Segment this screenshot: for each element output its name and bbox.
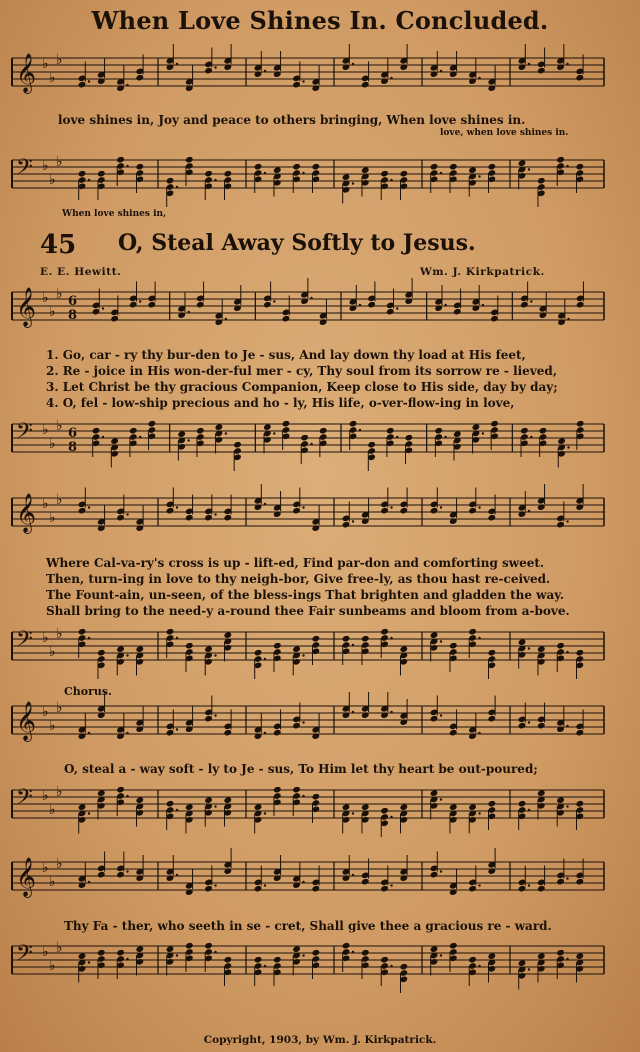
page-title: When Love Shines In. Concluded. <box>91 6 549 35</box>
verse-2-line-2: Then, turn-ing in love to thy neigh-bor, Give free-ly, as thou hast re-ceived. <box>46 572 551 586</box>
flat-icon: ♭ <box>56 626 63 642</box>
bass-clef-icon: 𝄢 <box>16 419 33 449</box>
flat-icon: ♭ <box>56 492 63 508</box>
hymn-bass-staff-2 <box>0 622 640 682</box>
chorus-line-2: Thy Fa - ther, who seeth in se - cret, Shall give thee a gracious re - ward. <box>64 919 552 933</box>
verse-4-line-2: Shall bring to the need-y a-round thee Fair sunbeams and bloom from a-bove. <box>46 604 570 618</box>
time-signature-top: 6 <box>68 294 78 309</box>
bass-clef-icon: 𝄢 <box>16 627 33 657</box>
chorus-bass-staff-2 <box>0 936 640 996</box>
prev-bass-staff <box>0 150 640 210</box>
chorus-line-1: O, steal a - way soft - ly to Je - sus, To Him let thy heart be out-poured; <box>64 762 538 776</box>
prev-hymn-lyric: love shines in, Joy and peace to others bringing, When love shines in. <box>58 113 526 127</box>
flat-icon: ♭ <box>42 630 49 646</box>
prev-treble-staff <box>0 48 640 108</box>
prev-hymn-bass-lyric: When love shines in, <box>62 209 167 219</box>
chorus-label: Chorus. <box>64 685 112 698</box>
flat-icon: ♭ <box>42 860 49 876</box>
bass-clef-icon: 𝄢 <box>16 785 33 815</box>
flat-icon: ♭ <box>49 802 56 818</box>
bass-clef-icon: 𝄢 <box>16 155 33 185</box>
flat-icon: ♭ <box>42 422 49 438</box>
hymn-treble-staff-1 <box>0 282 640 342</box>
hymn-author: E. E. Hewitt. <box>40 266 122 278</box>
time-signature-top: 6 <box>68 426 78 441</box>
flat-icon: ♭ <box>42 788 49 804</box>
verse-2-line-1: 2. Re - joice in His won-der-ful mer - cy, Thy soul from its sorrow re - lieved, <box>46 364 557 378</box>
flat-icon: ♭ <box>56 940 63 956</box>
flat-icon: ♭ <box>42 290 49 306</box>
flat-icon: ♭ <box>42 158 49 174</box>
chorus-treble-staff-2 <box>0 852 640 912</box>
treble-clef-icon: 𝄞 <box>16 493 37 533</box>
flat-icon: ♭ <box>56 856 63 872</box>
flat-icon: ♭ <box>56 154 63 170</box>
flat-icon: ♭ <box>42 704 49 720</box>
verse-3-line-2: The Fount-ain, un-seen, of the bless-ings That brighten and gladden the way. <box>46 588 565 602</box>
bass-clef-icon: 𝄢 <box>16 941 33 971</box>
time-signature-bottom: 8 <box>68 440 78 455</box>
flat-icon: ♭ <box>42 944 49 960</box>
flat-icon: ♭ <box>49 70 56 86</box>
verse-1-line-2: Where Cal-va-ry's cross is up - lift-ed, Find par-don and comforting sweet. <box>46 556 545 570</box>
copyright: Copyright, 1903, by Wm. J. Kirkpatrick. <box>203 1034 437 1046</box>
flat-icon: ♭ <box>49 644 56 660</box>
hymn-composer: Wm. J. Kirkpatrick. <box>420 266 545 278</box>
flat-icon: ♭ <box>56 784 63 800</box>
flat-icon: ♭ <box>56 700 63 716</box>
hymn-number: 45 <box>40 230 77 260</box>
flat-icon: ♭ <box>56 286 63 302</box>
treble-clef-icon: 𝄞 <box>16 857 37 897</box>
verse-1-line-1: 1. Go, car - ry thy bur-den to Je - sus, And lay down thy load at His feet, <box>46 348 526 362</box>
hymn-bass-staff-1 <box>0 414 640 474</box>
flat-icon: ♭ <box>49 718 56 734</box>
treble-clef-icon: 𝄞 <box>16 701 37 741</box>
flat-icon: ♭ <box>49 510 56 526</box>
flat-icon: ♭ <box>42 56 49 72</box>
flat-icon: ♭ <box>49 172 56 188</box>
treble-clef-icon: 𝄞 <box>16 53 37 93</box>
flat-icon: ♭ <box>56 52 63 68</box>
hymn-treble-staff-2 <box>0 488 640 548</box>
chorus-bass-staff-1 <box>0 780 640 840</box>
chorus-treble-staff-1 <box>0 696 640 756</box>
flat-icon: ♭ <box>56 418 63 434</box>
verse-4-line-1: 4. O, fel - low-ship precious and ho - ly, His life, o-ver-flow-ing in love, <box>46 396 515 410</box>
flat-icon: ♭ <box>49 958 56 974</box>
flat-icon: ♭ <box>42 496 49 512</box>
treble-clef-icon: 𝄞 <box>16 287 37 327</box>
flat-icon: ♭ <box>49 436 56 452</box>
prev-hymn-alt-lyric: love, when love shines in. <box>440 128 569 138</box>
verse-3-line-1: 3. Let Christ be thy gracious Companion, Keep close to His side, day by day; <box>46 380 558 394</box>
time-signature-bottom: 8 <box>68 308 78 323</box>
flat-icon: ♭ <box>49 304 56 320</box>
hymn-title: O, Steal Away Softly to Jesus. <box>118 230 476 256</box>
flat-icon: ♭ <box>49 874 56 890</box>
